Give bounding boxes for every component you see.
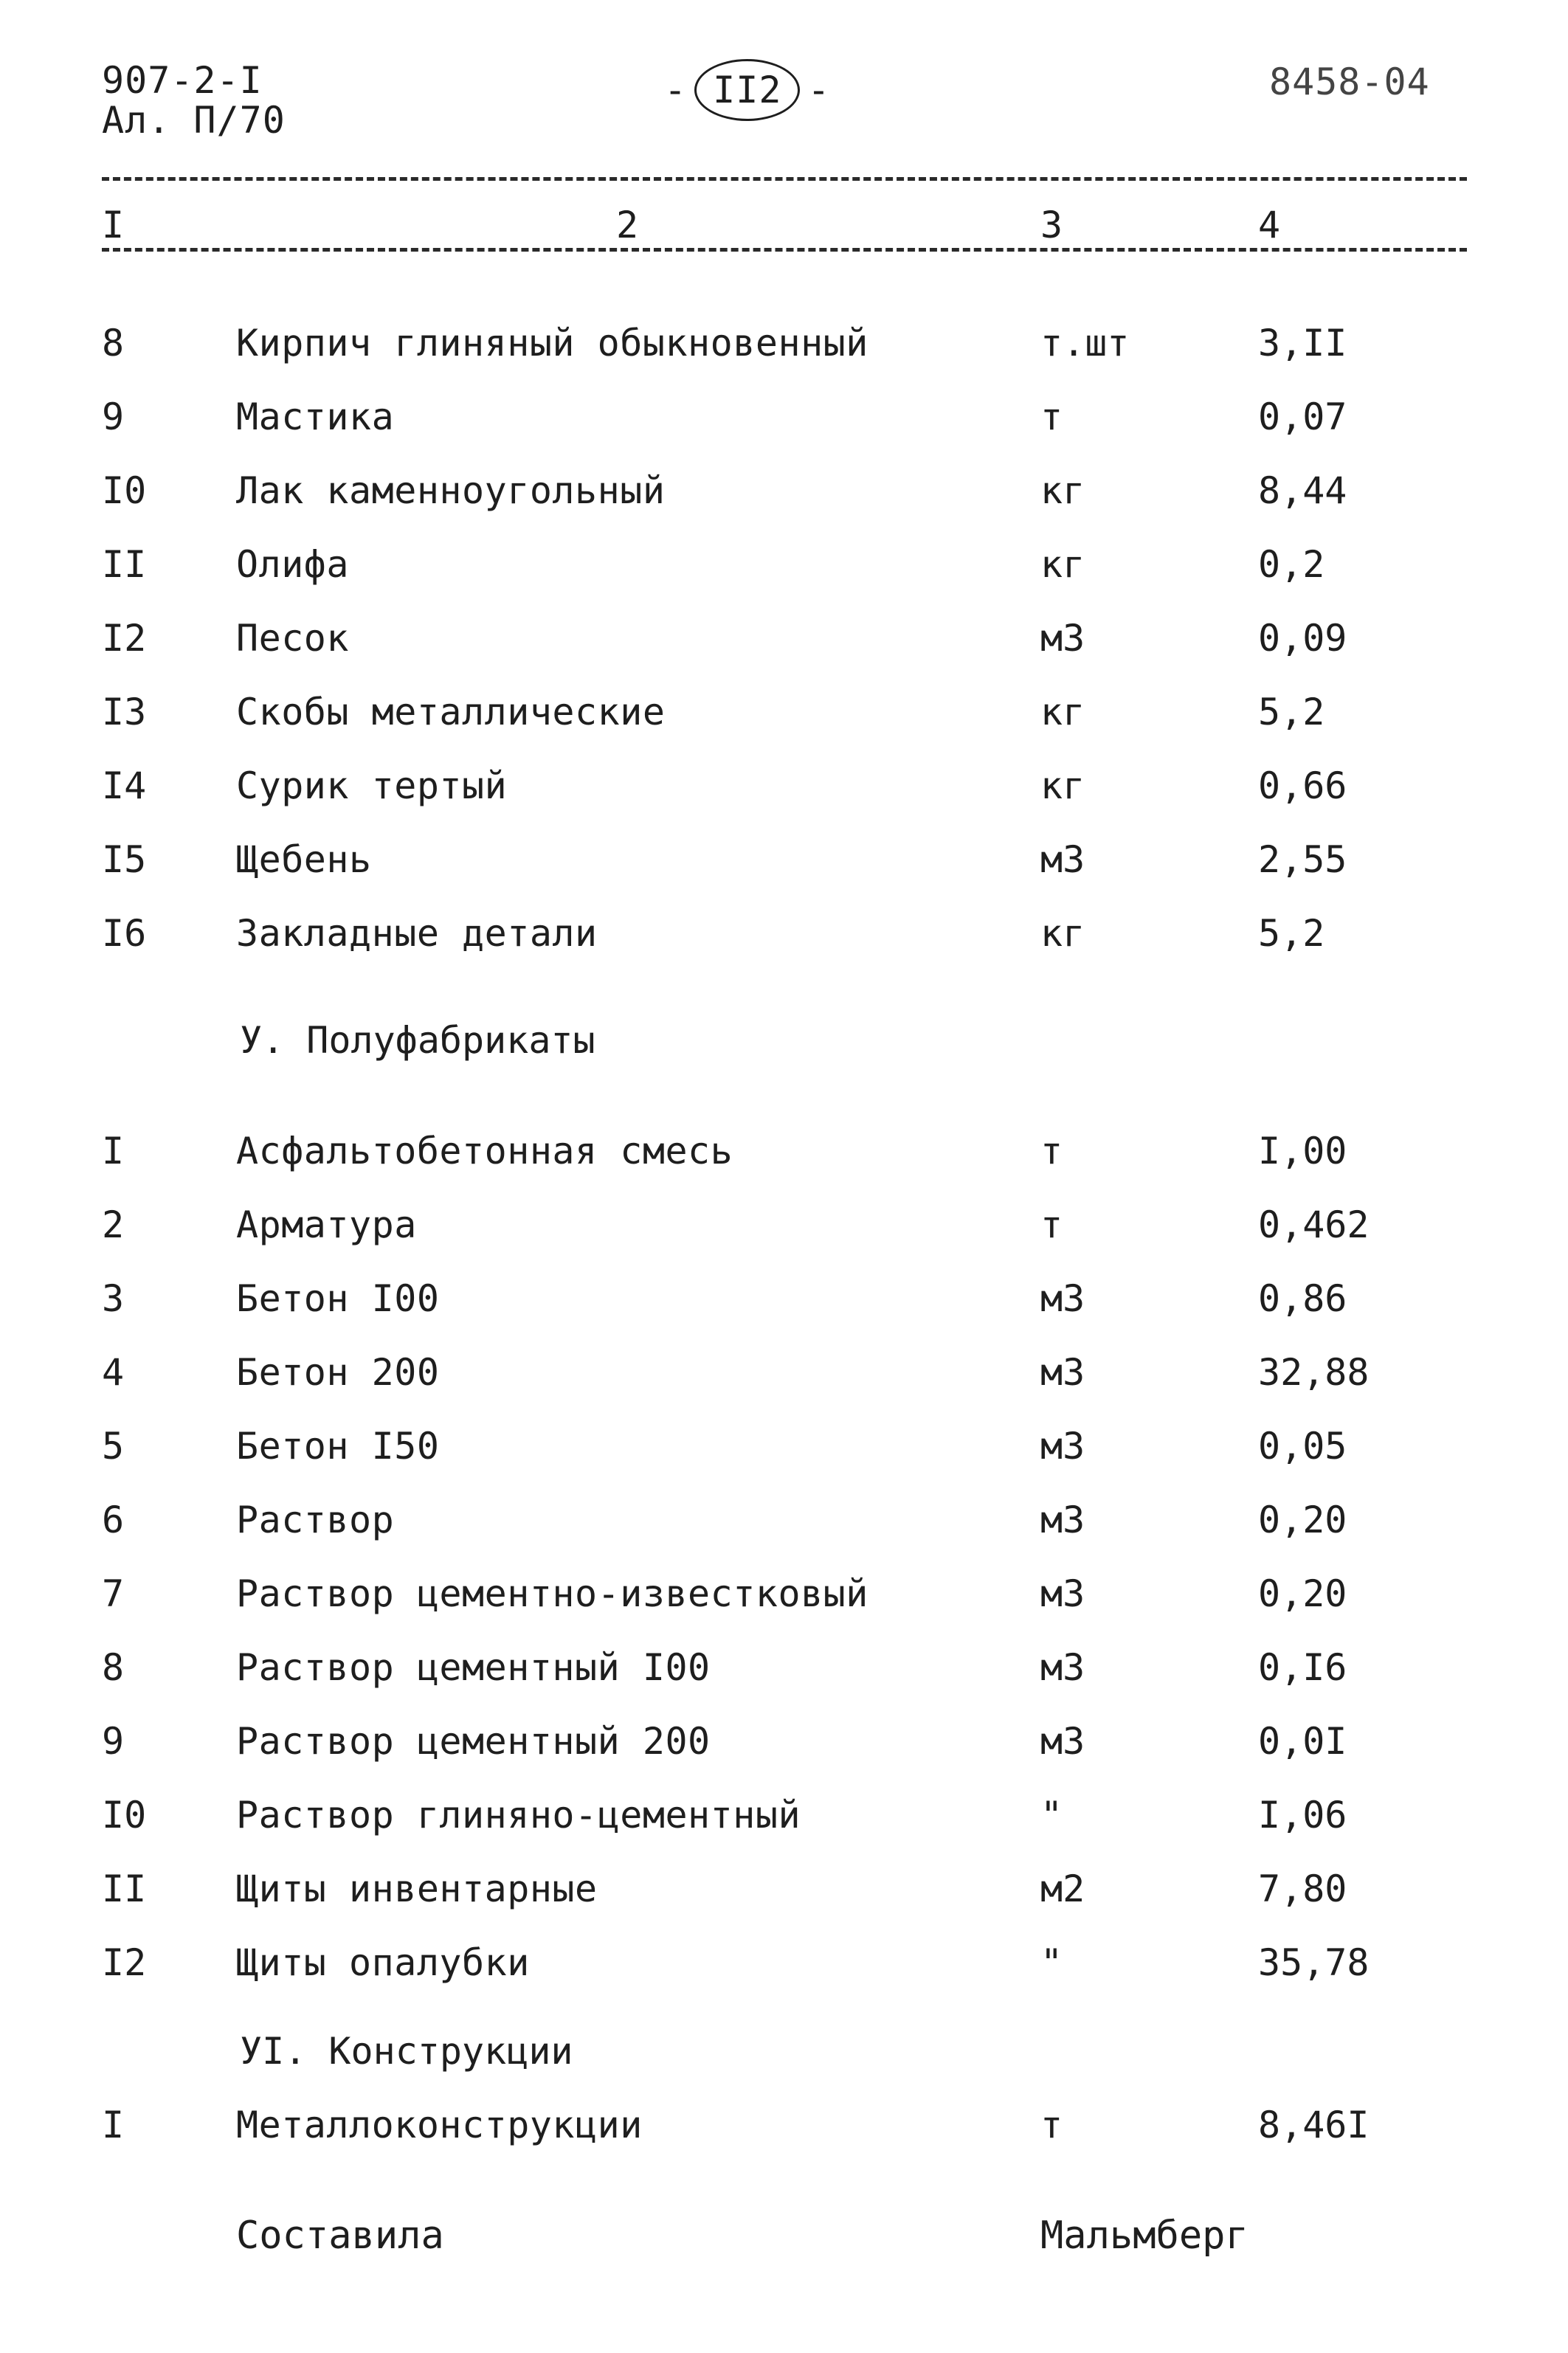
row-quantity: 8,44 [1258,469,1347,512]
row-quantity: 5,2 [1258,912,1325,955]
row-number: I2 [102,617,147,660]
row-name: Закладные детали [236,912,598,955]
row-quantity: 0,86 [1258,1277,1347,1320]
row-quantity: 0,0I [1258,1720,1347,1763]
row-number: I2 [102,1941,147,1984]
album-number: Ал. П/70 [102,99,286,142]
row-quantity: 0,09 [1258,617,1347,660]
row-name: Щиты опалубки [236,1941,530,1984]
doc-code: 907-2-I [102,59,263,102]
row-quantity: I,00 [1258,1130,1347,1172]
page-number-dash-left: - [664,69,688,111]
row-name: Щебень [236,838,372,881]
row-number: I3 [102,691,147,733]
row-quantity: 0,66 [1258,764,1347,807]
table-row [0,1782,1568,1848]
page-number-oval: II2 [694,59,800,121]
table-row [0,1929,1568,1996]
row-unit: м3 [1040,1277,1085,1320]
row-number: I5 [102,838,147,881]
row-quantity: 0,462 [1258,1203,1370,1246]
row-number: 3 [102,1277,125,1320]
table-row [0,1413,1568,1479]
row-unit: м3 [1040,1499,1085,1541]
table-row [0,1708,1568,1775]
row-unit: м3 [1040,1572,1085,1615]
row-unit: " [1040,1794,1063,1837]
row-unit: кг [1040,543,1085,586]
row-number: 5 [102,1425,125,1468]
row-unit: кг [1040,764,1085,807]
row-unit: м3 [1040,1720,1085,1763]
header-divider [102,177,1467,181]
page-number [664,59,831,121]
row-name: Щиты инвентарные [236,1867,598,1910]
row-unit: т [1040,395,1063,438]
row-number: 8 [102,322,125,364]
section-heading-semifinished: У. Полуфабрикаты [240,1019,595,1062]
column-header-2: 2 [616,204,639,246]
row-unit: м3 [1040,1351,1085,1394]
row-unit: м3 [1040,617,1085,660]
row-unit: т [1040,1130,1063,1172]
row-quantity: 35,78 [1258,1941,1370,1984]
row-number: 4 [102,1351,125,1394]
row-number: II [102,543,147,586]
row-name: Асфальтобетонная смесь [236,1130,733,1172]
row-number: 9 [102,395,125,438]
row-name: Раствор [236,1499,395,1541]
column-header-3: 3 [1040,204,1063,246]
table-row [0,826,1568,893]
row-number: 6 [102,1499,125,1541]
column-header-1: I [102,204,125,246]
row-number: I4 [102,764,147,807]
row-number: I0 [102,1794,147,1837]
table-row [0,384,1568,450]
table-row [0,1634,1568,1701]
row-name: Скобы металлические [236,691,666,733]
table-row [0,457,1568,524]
row-number: I0 [102,469,147,512]
table-row [0,1561,1568,1627]
row-number: 2 [102,1203,125,1246]
table-row [0,753,1568,819]
row-quantity: 0,05 [1258,1425,1347,1468]
table-row [0,679,1568,745]
table-row [0,1118,1568,1184]
row-unit: кг [1040,469,1085,512]
row-unit: т [1040,2104,1063,2146]
row-quantity: 2,55 [1258,838,1347,881]
row-name: Песок [236,617,350,660]
page-number-dash-right: - [807,69,831,111]
row-quantity: 7,80 [1258,1867,1347,1910]
row-unit: м2 [1040,1867,1085,1910]
row-unit: т.шт [1040,322,1130,364]
row-number: I [102,1130,125,1172]
row-unit: кг [1040,912,1085,955]
row-name: Кирпич глиняный обыкновенный [236,322,868,364]
table-row [0,1487,1568,1553]
row-number: 7 [102,1572,125,1615]
row-name: Бетон I00 [236,1277,440,1320]
table-row [0,605,1568,671]
table-row [0,1265,1568,1332]
row-unit: м3 [1040,1425,1085,1468]
row-unit: т [1040,1203,1063,1246]
row-name: Мастика [236,395,395,438]
row-quantity: 0,20 [1258,1572,1347,1615]
row-quantity: 8,46I [1258,2104,1370,2146]
signature-label: Составила [236,2214,444,2258]
table-row [0,1192,1568,1258]
table-row [0,2092,1568,2158]
column-header-divider [102,248,1467,252]
table-row [0,1856,1568,1922]
row-quantity: 0,I6 [1258,1646,1347,1689]
row-quantity: I,06 [1258,1794,1347,1837]
row-number: 8 [102,1646,125,1689]
section-heading-structures: УI. Конструкции [240,2030,573,2073]
row-unit: кг [1040,691,1085,733]
table-row [0,310,1568,376]
row-number: I [102,2104,125,2146]
row-name: Раствор цементный I00 [236,1646,711,1689]
row-quantity: 5,2 [1258,691,1325,733]
sheet-code: 8458-04 [1269,61,1430,103]
row-unit: м3 [1040,1646,1085,1689]
row-number: II [102,1867,147,1910]
row-number: I6 [102,912,147,955]
row-quantity: 0,07 [1258,395,1347,438]
signature-name: Мальмберг [1040,2214,1248,2258]
row-name: Сурик тертый [236,764,508,807]
row-number: 9 [102,1720,125,1763]
row-quantity: 0,20 [1258,1499,1347,1541]
table-row [0,531,1568,598]
table-row [0,1339,1568,1406]
column-header-row [0,204,1568,263]
row-name: Бетон I50 [236,1425,440,1468]
row-name: Арматура [236,1203,417,1246]
row-name: Лак каменноугольный [236,469,666,512]
row-quantity: 3,II [1258,322,1347,364]
row-quantity: 32,88 [1258,1351,1370,1394]
row-unit: " [1040,1941,1063,1984]
row-unit: м3 [1040,838,1085,881]
column-header-4: 4 [1258,204,1281,246]
row-name: Раствор цементный 200 [236,1720,711,1763]
row-name: Раствор глиняно-цементный [236,1794,801,1837]
table-row [0,900,1568,967]
row-name: Олифа [236,543,350,586]
row-quantity: 0,2 [1258,543,1325,586]
row-name: Раствор цементно-известковый [236,1572,868,1615]
row-name: Металлоконструкции [236,2104,643,2146]
row-name: Бетон 200 [236,1351,440,1394]
